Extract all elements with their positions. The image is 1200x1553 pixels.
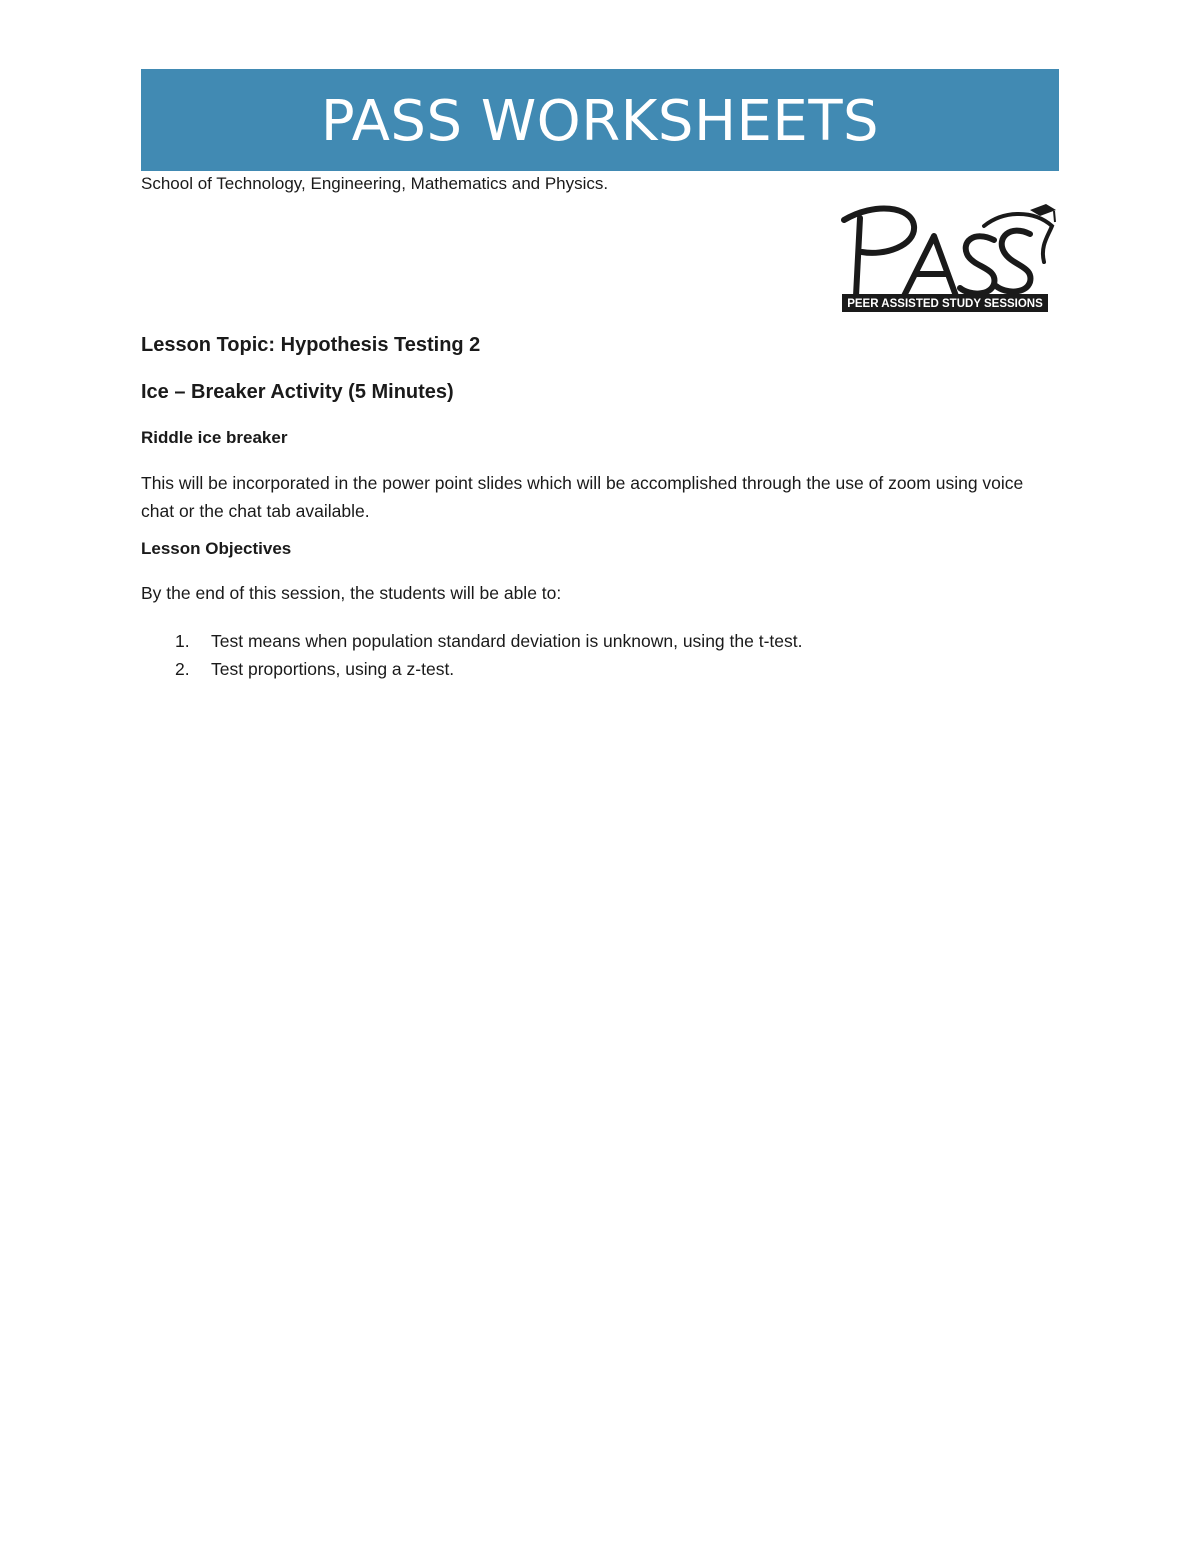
pass-logo-graphic <box>834 196 1060 316</box>
lesson-topic: Lesson Topic: Hypothesis Testing 2 <box>141 334 481 356</box>
list-item-text: Test proportions, using a z-test. <box>211 659 455 679</box>
page-title: PASS WORKSHEETS <box>320 89 880 154</box>
riddle-description: This will be incorporated in the power point slides which will be accomplished through the use of zoom using voice chat or the chat tab available. <box>141 473 1024 521</box>
pass-logo <box>834 196 1060 316</box>
list-item-number: 2. <box>175 659 190 679</box>
list-item <box>141 627 1061 655</box>
objectives-list <box>141 627 1061 683</box>
lesson-content <box>141 334 1061 683</box>
list-item <box>141 655 1061 683</box>
objectives-intro: By the end of this session, the students will be able to: <box>141 583 562 603</box>
riddle-heading: Riddle ice breaker <box>141 428 288 447</box>
logo-tagline: PEER ASSISTED STUDY SESSIONS <box>847 298 1043 310</box>
list-item-text: Test means when population standard deviation is unknown, using the t-test. <box>211 631 803 651</box>
header-banner <box>141 69 1059 171</box>
icebreaker-heading: Ice – Breaker Activity (5 Minutes) <box>141 381 454 403</box>
objectives-heading: Lesson Objectives <box>141 539 292 558</box>
school-name: School of Technology, Engineering, Mathematics and Physics. <box>141 174 609 193</box>
list-item-number: 1. <box>175 631 190 651</box>
